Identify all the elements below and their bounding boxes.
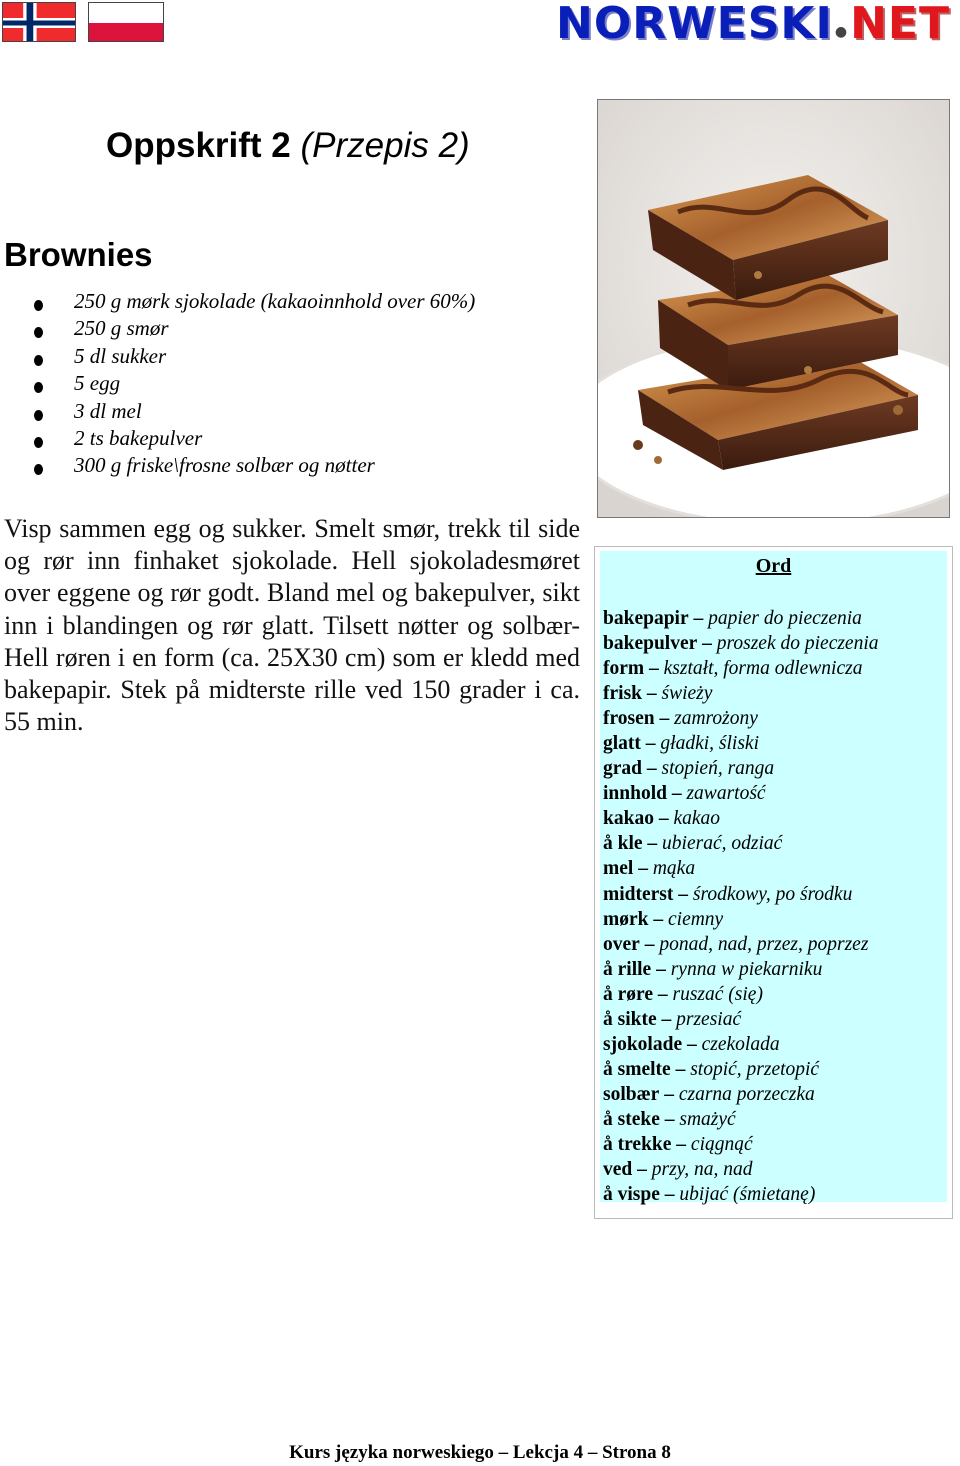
vocab-word: frosen [603,708,655,730]
vocab-entry [603,1182,879,1207]
vocab-dash: – [659,708,670,730]
vocab-word: bakepapir [603,608,689,629]
vocab-dash: – [647,833,658,855]
vocab-meaning: czarna porzeczka [678,1083,815,1105]
vocab-dash: – [664,1083,674,1105]
ingredient-item: 5 dl sukker [34,343,475,370]
vocab-entry [603,1132,879,1157]
vocab-entry [603,882,879,907]
vocab-dash: – [702,633,712,655]
vocab-word: å rille [603,958,652,980]
vocab-entry [603,681,879,706]
vocabulary-heading: Ord [755,555,792,577]
vocab-entry [603,731,879,756]
vocab-meaning: ubierać, odziać [662,833,783,855]
vocab-entry [603,656,879,681]
vocab-meaning: zamrożony [674,708,758,730]
logo-main: NORWESKI [556,0,833,49]
vocab-dash: – [693,608,704,629]
vocab-dash: – [646,758,657,780]
vocab-word: kakao [603,808,654,830]
vocab-dash: – [661,1008,672,1030]
vocab-dash: – [657,983,668,1005]
vocab-entry [603,856,879,881]
vocab-meaning: smażyć [679,1108,736,1130]
recipe-name: Brownies [4,236,153,273]
vocab-dash: – [638,858,648,880]
ingredient-item: 300 g friske\frosne solbær og nøtter [34,452,475,479]
vocab-entry [603,1107,879,1132]
vocab-word: form [603,658,645,680]
vocabulary-list [603,606,879,1207]
vocab-meaning: ponad, nad, przez, poprzez [659,933,869,955]
vocab-entry [603,831,879,856]
vocab-entry [603,1057,879,1082]
vocab-dash: – [644,933,655,955]
vocab-word: grad [603,758,642,780]
title-main: Oppskrift 2 [106,126,291,165]
vocab-meaning: ciągnąć [690,1133,753,1155]
vocab-meaning: ruszać (się) [672,983,763,1005]
ingredient-item: 5 egg [34,370,475,397]
vocab-word: over [603,933,640,955]
vocab-word: å vispe [603,1184,660,1206]
vocab-meaning: świeży [661,683,713,705]
vocab-dash: – [664,1184,675,1206]
vocab-meaning: środkowy, po środku [692,883,853,905]
vocabulary-box [594,546,953,1219]
vocab-meaning: stopić, przetopić [690,1058,820,1080]
vocab-dash: – [645,733,656,755]
vocab-entry [603,957,879,982]
logo-tld: NET [850,0,950,49]
vocab-meaning: rynna w piekarniku [670,958,823,980]
page-footer: Kurs języka norweskiego – Lekcja 4 – Strona 8 [289,1442,671,1463]
norway-flag-icon [2,2,76,42]
vocab-word: innhold [603,783,667,805]
ingredient-item: 2 ts bakepulver [34,425,475,452]
vocab-meaning: przesiać [676,1008,742,1030]
ingredient-item: 3 dl mel [34,398,475,425]
ingredient-list [34,288,475,480]
vocab-dash: – [676,1133,687,1155]
vocab-meaning: ubijać (śmietanę) [679,1184,816,1206]
vocab-word: sjokolade [603,1033,683,1055]
recipe-method: Visp sammen egg og sukker. Smelt smør, trekk til side og rør inn finhaket sjokolade. Hell sjokoladesmøret over eggene og rør godt. Bland mel og bakepulver, sikt inn i blandingen og rør glatt. Tilsett nøtter og solbær- Hell røren i en form (ca. 25X30 cm) som er kledd med bakepapir. Stek på midterste rille ved 150 grader i ca. 55 min. [4,514,580,737]
vocabulary-panel [600,551,947,1206]
brownie-photo [597,99,950,518]
vocab-word: frisk [603,683,642,705]
vocab-entry [603,1007,879,1032]
vocab-dash: – [664,1108,675,1130]
vocab-meaning: ciemny [668,908,724,930]
vocab-word: midterst [603,883,674,905]
vocab-word: å kle [603,833,643,855]
vocab-entry [603,806,879,831]
vocab-dash: – [649,658,659,680]
vocab-entry [603,1032,879,1057]
vocab-meaning: gładki, śliski [660,733,759,755]
vocab-word: mel [603,858,634,880]
vocab-entry [603,631,879,656]
vocab-word: å trekke [603,1133,672,1155]
title-sub: (Przepis 2) [300,126,470,165]
vocab-meaning: papier do pieczenia [708,608,862,629]
vocab-word: glatt [603,733,641,755]
page-title [106,126,470,166]
vocab-entry [603,1157,879,1182]
vocab-dash: – [637,1159,647,1181]
vocab-entry [603,907,879,932]
vocab-entry [603,781,879,806]
vocab-meaning: stopień, ranga [661,758,775,780]
ingredient-item: 250 g smør [34,315,475,342]
vocab-meaning: mąka [652,858,696,880]
poland-flag-icon [88,2,164,42]
vocab-meaning: proszek do pieczenia [716,633,879,655]
vocab-entry [603,756,879,781]
vocab-dash: – [656,958,666,980]
vocab-entry [603,932,879,957]
vocab-dash: – [671,783,682,805]
vocab-word: ved [603,1159,633,1181]
vocab-word: bakepulver [603,633,698,655]
vocab-entry [603,706,879,731]
vocab-dash: – [658,808,669,830]
vocab-word: mørk [603,908,649,930]
ingredient-item: 250 g mørk sjokolade (kakaoinnhold over 60%) [34,288,475,315]
vocab-word: å røre [603,983,653,1005]
vocab-entry [603,1082,879,1107]
vocab-dash: – [675,1058,686,1080]
vocab-dash: – [646,683,657,705]
vocab-word: solbær [603,1083,660,1105]
vocab-meaning: przy, na, nad [651,1159,753,1181]
vocab-meaning: kształt, forma odlewnicza [663,658,863,680]
vocab-dash: – [653,908,664,930]
vocab-meaning: zawartość [686,783,766,805]
vocab-entry [603,982,879,1007]
logo-dot: ● [834,24,849,40]
vocab-entry [603,606,879,631]
vocab-dash: – [678,883,689,905]
vocab-meaning: czekolada [701,1033,780,1055]
vocab-meaning: kakao [673,808,721,830]
vocab-dash: – [686,1033,697,1055]
vocab-word: å sikte [603,1008,657,1030]
vocab-word: å smelte [603,1058,671,1080]
vocab-word: å steke [603,1108,660,1130]
site-logo [556,0,950,49]
